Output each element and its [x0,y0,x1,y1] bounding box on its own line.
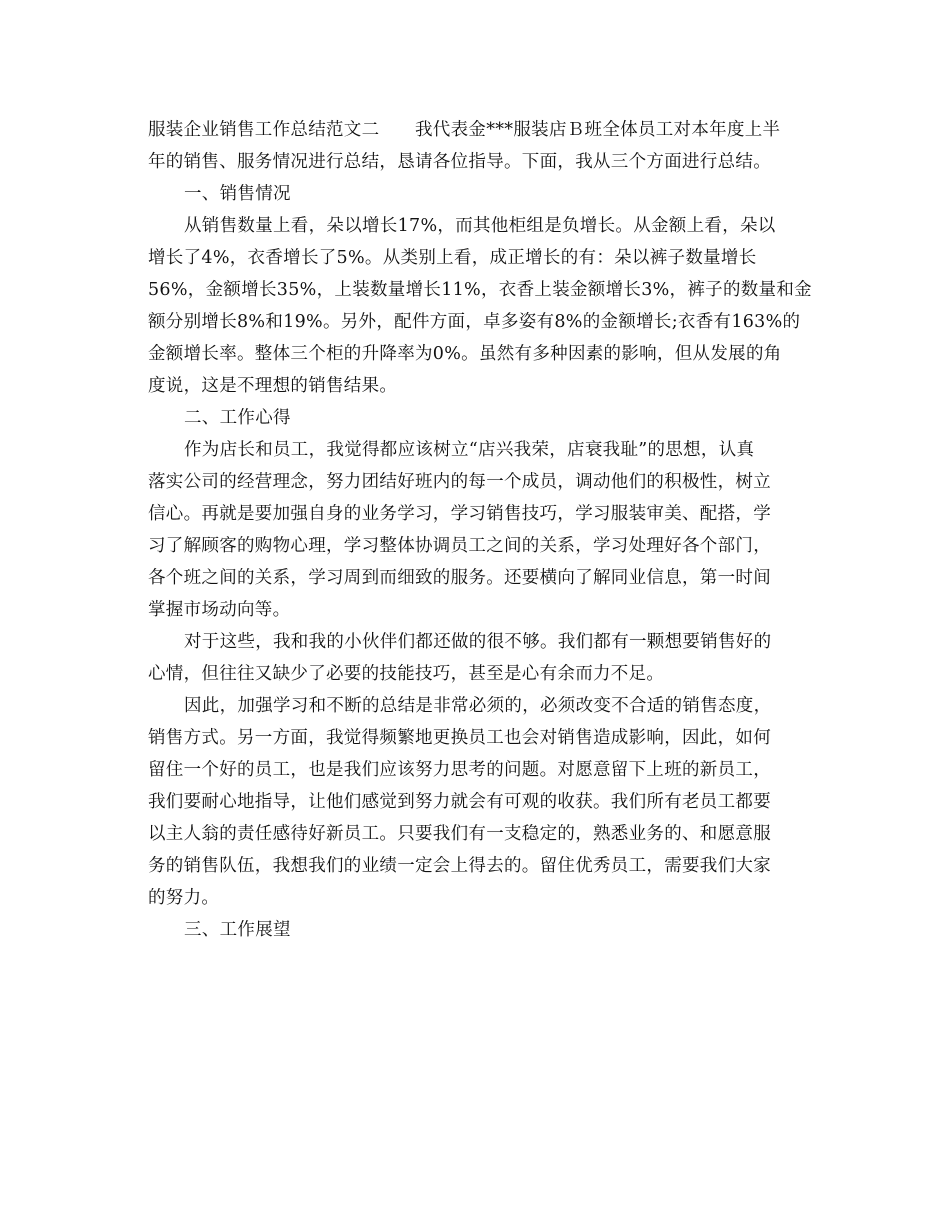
text-line: 以主人翁的责任感待好新员工。只要我们有一支稳定的，熟悉业务的、和愿意服 [148,824,771,844]
text-line: 增长了4%，衣香增长了5%。从类别上看，成正增长的有：朵以裤子数量增长 [148,248,757,268]
text-line: 额分别增长8%和19%。另外，配件方面，卓多姿有8%的金额增长;衣香有163%的 [148,312,801,332]
text-line: 56%，金额增长35%，上装数量增长11%，衣香上装金额增长3%，裤子的数量和金 [148,280,812,300]
text-line: 心情，但往往又缺少了必要的技能技巧，甚至是心有余而力不足。 [148,664,665,684]
text-line: 因此，加强学习和不断的总结是非常必须的，必须改变不合适的销售态度， [184,696,772,716]
section-heading-outlook: 三、工作展望 [184,920,291,940]
title-line: 服装企业销售工作总结范文二 我代表金***服装店Ｂ班全体员工对本年度上半 [148,120,781,140]
text-line: 年的销售、服务情况进行总结，恳请各位指导。下面，我从三个方面进行总结。 [148,152,771,172]
document-body [148,114,810,946]
text-line: 落实公司的经营理念，努力团结好班内的每一个成员，调动他们的积极性，树立 [148,472,771,492]
text-line: 习了解顾客的购物心理，学习整体协调员工之间的关系，学习处理好各个部门， [148,536,771,556]
section-heading-sales: 一、销售情况 [184,184,291,204]
text-line: 我们要耐心地指导，让他们感觉到努力就会有可观的收获。我们所有老员工都要 [148,792,771,812]
text-line: 掌握市场动向等。 [148,600,291,620]
text-line: 销售方式。另一方面，我觉得频繁地更换员工也会对销售造成影响，因此，如何 [148,728,771,748]
text-line: 的努力。 [148,888,220,908]
section-heading-experience: 二、工作心得 [184,408,291,428]
text-line: 务的销售队伍，我想我们的业绩一定会上得去的。留住优秀员工，需要我们大家 [148,856,771,876]
text-line: 金额增长率。整体三个柜的升降率为0%。虽然有多种因素的影响，但从发展的角 [148,344,782,364]
text-line: 作为店长和员工，我觉得都应该树立“店兴我荣，店衰我耻”的思想，认真 [184,440,755,460]
text-line: 留住一个好的员工，也是我们应该努力思考的问题。对愿意留下上班的新员工， [148,760,771,780]
text-line: 信心。再就是要加强自身的业务学习，学习销售技巧，学习服装审美、配搭，学 [148,504,771,524]
text-line: 从销售数量上看，朵以增长17%，而其他柜组是负增长。从金额上看，朵以 [184,216,776,236]
text-line: 各个班之间的关系，学习周到而细致的服务。还要横向了解同业信息，第一时间 [148,568,771,588]
text-line: 度说，这是不理想的销售结果。 [148,376,398,396]
text-line: 对于这些，我和我的小伙伴们都还做的很不够。我们都有一颗想要销售好的 [184,632,772,652]
